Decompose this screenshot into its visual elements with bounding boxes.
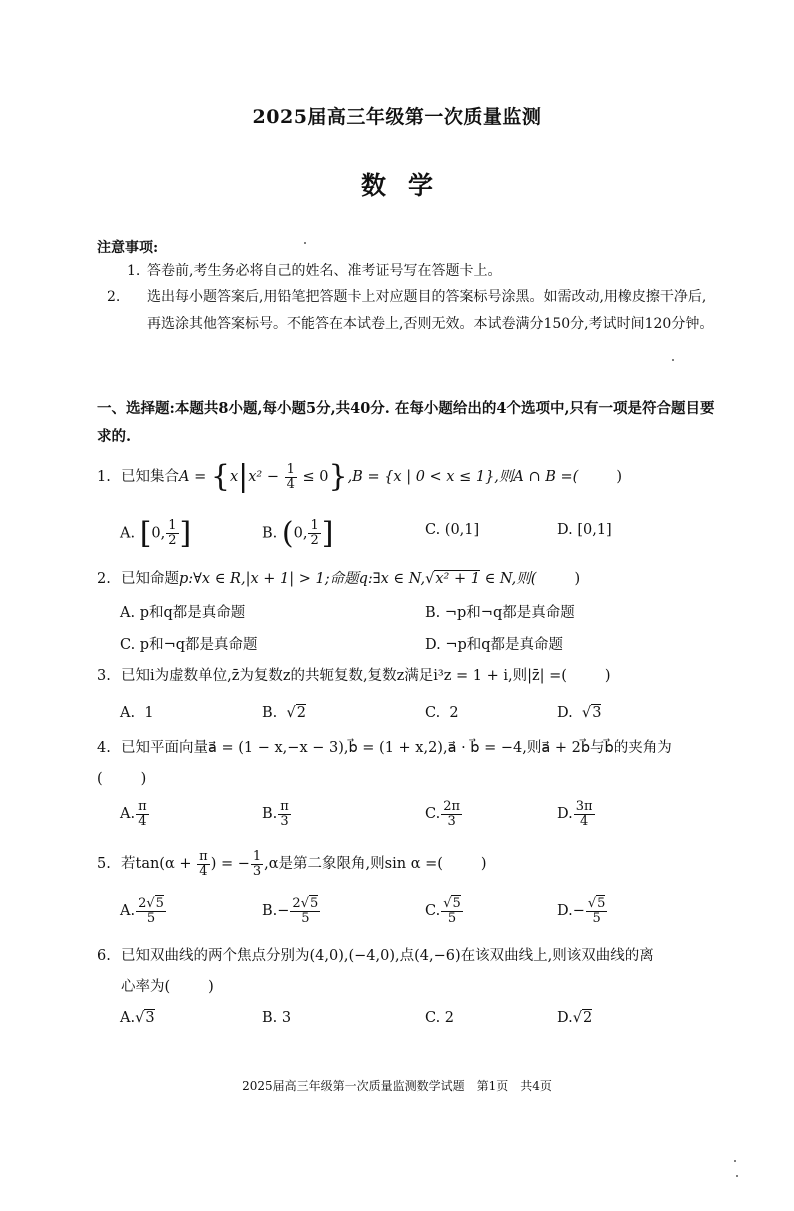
- frac-numerator: 1: [310, 518, 319, 534]
- question-number: 3.: [97, 668, 111, 684]
- question-6: [97, 943, 717, 969]
- option-text: (0,1]: [444, 522, 480, 538]
- q6-option-b: [262, 1010, 291, 1026]
- option-fraction: [574, 800, 595, 828]
- option-text: [0,1]: [577, 522, 612, 538]
- frac-numerator: π: [280, 799, 289, 814]
- q4-option-d: [557, 800, 596, 828]
- option-fraction: [290, 897, 320, 925]
- option-left: 0,: [293, 525, 308, 542]
- question-number: 1.: [97, 469, 111, 486]
- option-label: B.: [262, 705, 278, 721]
- scan-speck: [672, 359, 674, 361]
- q6-line1: 已知双曲线的两个焦点分别为(4,0),(−4,0),点(4,−6)在该双曲线上,则该双曲线的离: [121, 948, 654, 964]
- question-5: [97, 850, 717, 878]
- q5-fraction-2: [251, 850, 263, 878]
- option-label: B.: [425, 605, 441, 621]
- frac-denominator: 4: [579, 813, 589, 829]
- q5-fraction-1: [197, 850, 210, 878]
- q6-option-a: A.√3: [120, 1010, 155, 1026]
- option-text: 3: [281, 1010, 292, 1026]
- q6-line2: 心率为(: [121, 979, 171, 995]
- frac-numerator: π: [199, 849, 208, 864]
- q2-option-a: [120, 601, 245, 622]
- frac-denominator: 5: [146, 910, 156, 926]
- q4-option-b: [262, 800, 292, 828]
- option-label: D.: [557, 903, 573, 920]
- footer-title: 2025届高三年级第一次质量监测数学试题: [242, 1079, 465, 1093]
- bracket: ]: [321, 516, 334, 551]
- q4-paren: (: [97, 771, 103, 787]
- option-fraction: [136, 897, 166, 925]
- frac-numerator: 1: [168, 518, 177, 534]
- q1-b-part: ,B = {x | 0 < x ≤ 1},则A ∩ B =(: [347, 469, 579, 486]
- section-heading: 一、选择题:本题共8小题,每小题5分,共40分. 在每小题给出的4个选项中,只有一项是符合题目要求的.: [97, 400, 715, 445]
- scan-speck: [304, 242, 306, 244]
- notice-item-2: [107, 284, 717, 338]
- option-label: C.: [425, 1010, 441, 1026]
- option-label: A.: [120, 1010, 136, 1026]
- q1-set-a: A: [179, 469, 190, 486]
- frac-denominator: 3: [447, 813, 456, 829]
- bracket: (: [281, 516, 294, 551]
- q1-set-x: x: [229, 469, 239, 486]
- question-number: 5.: [97, 856, 111, 873]
- option-label: C.: [120, 637, 136, 653]
- question-number: 6.: [97, 948, 111, 964]
- q5-option-c: [425, 897, 464, 925]
- divider-bar: |: [238, 459, 249, 495]
- q6-close: ): [208, 979, 214, 995]
- q1-fraction: [285, 463, 297, 491]
- option-text: 2: [449, 705, 459, 721]
- option-label: D.: [557, 522, 573, 538]
- frac-denominator: 4: [199, 863, 208, 879]
- frac-denominator: 3: [252, 863, 262, 879]
- option-text: p和q都是真命题: [139, 605, 246, 621]
- radicand: 5: [452, 896, 461, 911]
- question-4-line2: [97, 766, 717, 792]
- scan-speck: [734, 1160, 736, 1162]
- q1-option-d: [557, 522, 612, 538]
- frac-numerator: 3π: [575, 799, 593, 814]
- frac-numerator: 1: [252, 849, 262, 864]
- q5-post: ,α是第二象限角,则sin α =(: [264, 856, 443, 873]
- frac-denominator: 4: [286, 476, 295, 492]
- option-label: B.: [262, 1010, 278, 1026]
- option-label: D.: [425, 637, 441, 653]
- question-3: [97, 663, 717, 689]
- frac-denominator: 5: [301, 910, 310, 926]
- coef: 2: [138, 896, 147, 911]
- question-2: 2. 已知命题p:∀x ∈ R,|x + 1| > 1;命题q:∃x ∈ N,√x² + 1 ∈ N,则( ): [97, 566, 717, 592]
- option-fraction: [586, 897, 608, 925]
- option-text: ¬p和q都是真命题: [445, 637, 564, 653]
- option-label: A.: [120, 705, 136, 721]
- option-fraction: [441, 800, 462, 828]
- option-sqrt: 3: [592, 705, 602, 721]
- question-4: [97, 735, 717, 761]
- option-label: C.: [425, 522, 441, 538]
- q1-option-c: [425, 522, 479, 538]
- q2-post: ∈ N,则(: [479, 571, 537, 587]
- frac-denominator: 2: [168, 533, 177, 548]
- bracket: [: [139, 516, 152, 551]
- option-label: D.: [557, 806, 573, 823]
- right-brace: }: [328, 459, 348, 495]
- coef: 2: [292, 896, 301, 911]
- option-label: A.: [120, 605, 136, 621]
- option-label: D.: [557, 705, 573, 721]
- option-label: B.: [262, 525, 278, 542]
- footer-total: 共4页: [520, 1079, 552, 1093]
- q1-expr: x² −: [248, 469, 284, 486]
- q1-pre: 已知集合: [121, 469, 179, 486]
- q3-option-d: D. √3: [557, 705, 602, 721]
- notice-text: 答卷前,考生务必将自己的姓名、准考证号写在答题卡上。: [147, 263, 502, 279]
- frac-numerator: π: [138, 799, 147, 814]
- q4-option-a: [120, 800, 150, 828]
- scan-speck: [736, 1175, 738, 1177]
- q5-option-d: [557, 897, 608, 925]
- frac-numerator: 2π: [443, 799, 461, 814]
- q4-close: ): [140, 771, 147, 787]
- q5-pre: 若tan(α +: [121, 856, 197, 873]
- frac-denominator: 4: [138, 813, 147, 829]
- option-fraction: [136, 800, 149, 828]
- notice-item-1: [127, 258, 687, 285]
- q3-option-a: [120, 705, 154, 721]
- notice-text: 选出每小题答案后,用铅笔把答题卡上对应题目的答案标号涂黑。如需改动,用橡皮擦干净后,再选涂其他答案标号。不能答在本试卷上,否则无效。本试卷满分150分,考试时间120分钟。: [147, 289, 714, 332]
- exam-title: 2025届高三年级第一次质量监测: [252, 106, 542, 128]
- frac-numerator: 2√5: [292, 896, 319, 911]
- page-footer: [0, 1077, 794, 1094]
- frac-denominator: 3: [280, 813, 289, 829]
- q4-text: 已知平面向量a⃗ = (1 − x,−x − 3),b⃗ = (1 + x,2),a⃗ · b⃗ = −4,则a⃗ + 2b⃗与b⃗的夹角为: [121, 740, 672, 756]
- option-fraction: [166, 519, 178, 547]
- notice-heading: 注意事项:: [97, 240, 159, 256]
- option-left: 0,: [151, 525, 166, 542]
- q6-option-d: D.√2: [557, 1010, 593, 1026]
- q2-sqrt: x² + 1: [435, 571, 480, 587]
- question-number: 2.: [97, 571, 111, 587]
- option-label: A.: [120, 525, 136, 542]
- subject-title: 数学: [360, 171, 455, 200]
- option-sqrt: 2: [582, 1010, 593, 1026]
- option-label: C.: [425, 903, 441, 920]
- q2-option-d: [425, 633, 563, 654]
- q3-text: 已知i为虚数单位,z̄为复数z的共轭复数,复数z满足i³z = 1 + i,则|z̄| =(: [121, 668, 567, 684]
- q1-option-b: [262, 516, 333, 551]
- option-text: 1: [144, 705, 154, 721]
- q4-option-c: [425, 800, 463, 828]
- q1-option-a: [120, 516, 191, 551]
- q2-pre: 已知命题: [121, 571, 179, 587]
- option-text: 2: [444, 1010, 455, 1026]
- frac-denominator: 2: [310, 533, 319, 548]
- left-brace: {: [210, 459, 230, 495]
- footer-page: 第1页: [476, 1079, 509, 1093]
- option-label: B.: [262, 806, 278, 823]
- option-fraction: [278, 800, 291, 828]
- option-label: C.: [425, 806, 441, 823]
- option-label: D.: [557, 1010, 573, 1026]
- option-sign: −: [277, 903, 290, 920]
- q5-close: ): [480, 856, 487, 873]
- q3-option-b: B. √2: [262, 705, 306, 721]
- q5-option-b: [262, 897, 321, 925]
- q2-p-part: p:∀x ∈ R,|x + 1| > 1;命题q:∃x ∈ N,: [179, 571, 426, 587]
- radicand: 5: [155, 896, 164, 911]
- frac-numerator: 2√5: [138, 896, 164, 911]
- frac-numerator: 1: [286, 462, 295, 477]
- option-fraction: [441, 897, 463, 925]
- option-text: ¬p和¬q都是真命题: [444, 605, 575, 621]
- q1-close: ): [616, 469, 622, 486]
- q1-eq: =: [189, 469, 211, 486]
- question-number: 4.: [97, 740, 111, 756]
- q2-close: ): [574, 571, 581, 587]
- q1-le0: ≤ 0: [297, 469, 329, 486]
- q3-close: ): [604, 668, 611, 684]
- frac-denominator: 5: [592, 910, 601, 926]
- frac-denominator: 5: [447, 910, 457, 926]
- frac-numerator: √5: [443, 896, 461, 911]
- option-label: A.: [120, 806, 136, 823]
- notice-num: 2.: [107, 289, 121, 305]
- radicand: 5: [310, 896, 319, 911]
- option-sqrt: 2: [296, 705, 306, 721]
- q5-mid: ) = −: [210, 856, 250, 873]
- option-sqrt: 3: [145, 1010, 155, 1026]
- radicand: 5: [597, 896, 606, 911]
- option-text: p和¬q都是真命题: [139, 637, 258, 653]
- option-fraction: [308, 519, 320, 547]
- option-label: B.: [262, 903, 278, 920]
- q2-option-c: [120, 633, 258, 654]
- q3-option-c: [425, 705, 459, 721]
- q2-option-b: [425, 601, 575, 622]
- bracket: ]: [179, 516, 192, 551]
- option-label: A.: [120, 903, 136, 920]
- frac-numerator: √5: [587, 896, 606, 911]
- option-sign: −: [572, 903, 585, 920]
- option-label: C.: [425, 705, 441, 721]
- q6-option-c: [425, 1010, 454, 1026]
- question-1: [97, 459, 717, 495]
- question-6-line2: [121, 974, 741, 1000]
- q5-option-a: [120, 897, 167, 925]
- notice-num: 1.: [127, 263, 141, 279]
